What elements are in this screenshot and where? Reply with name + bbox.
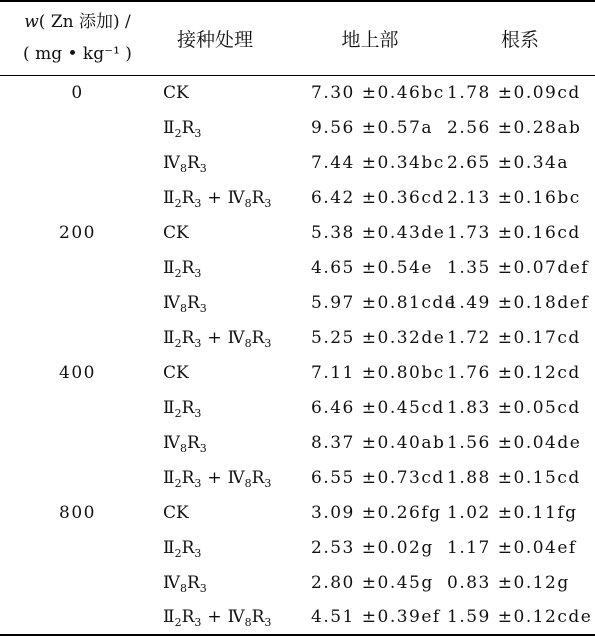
cell-zn-addition [0, 250, 155, 285]
treatment-r: R [181, 397, 195, 418]
cell-root-value: 1.78 ±0.09cd [447, 82, 581, 103]
treatment-strain: Ⅱ [163, 467, 175, 488]
treatment-r-sub: 3 [199, 161, 207, 175]
cell-treatment [155, 215, 295, 250]
treatment-r: R [181, 467, 195, 488]
treatment-strain-sub: 2 [174, 546, 182, 560]
cell-root-value: 2.56 ±0.28ab [447, 117, 582, 138]
cell-zn-addition [0, 425, 155, 460]
treatment-r: R [251, 327, 265, 348]
header-row [0, 1, 595, 75]
treatment-strain-sub: 2 [174, 196, 182, 210]
treatment-label [163, 83, 189, 103]
treatment-r: R [181, 537, 195, 558]
treatment-strain-sub: 8 [244, 196, 252, 210]
cell-shoot-value: 3.09 ±0.26fg [311, 502, 442, 523]
table-row [0, 355, 595, 390]
header-zn-addition [0, 1, 155, 75]
treatment-r: R [251, 187, 265, 208]
treatment-label [163, 573, 207, 593]
header-treatment: 接种处理 [155, 1, 295, 75]
cell-root-value: 1.88 ±0.15cd [447, 467, 581, 488]
treatment-label [163, 363, 189, 383]
treatment-r: R [251, 607, 265, 627]
cell-treatment [155, 495, 295, 530]
cell-zn-addition [0, 460, 155, 495]
cell-treatment [155, 285, 295, 320]
cell-root-value: 1.35 ±0.07def [447, 257, 590, 278]
table-row [0, 250, 595, 285]
treatment-label [163, 328, 271, 348]
cell-shoot-value: 5.97 ±0.81cde [311, 292, 457, 313]
table-row [0, 180, 595, 215]
treatment-strain: Ⅳ [227, 607, 245, 627]
cell-shoot-value: 7.30 ±0.46bc [311, 82, 445, 103]
cell-root-value: 2.65 ±0.34a [447, 152, 569, 173]
treatment-plus: + [207, 187, 222, 208]
table-row [0, 600, 595, 635]
treatment-strain-sub: 8 [179, 581, 187, 595]
cell-root-value: 1.49 ±0.18def [447, 292, 590, 313]
treatment-strain-sub: 8 [244, 336, 252, 350]
treatment-r-sub: 3 [264, 476, 272, 490]
cell-treatment [155, 390, 295, 425]
treatment-strain: Ⅱ [163, 187, 175, 208]
cell-zn-addition: 800 [59, 502, 96, 523]
treatment-r-sub: 3 [199, 581, 207, 595]
header-root: 根系 [445, 1, 595, 75]
treatment-label [163, 118, 201, 138]
cell-zn-addition [0, 320, 155, 355]
cell-shoot-value: 2.53 ±0.02g [311, 537, 434, 558]
cell-treatment [155, 75, 295, 110]
cell-treatment [155, 460, 295, 495]
treatment-r-sub: 3 [194, 266, 202, 280]
treatment-r: R [251, 467, 265, 488]
cell-treatment [155, 145, 295, 180]
cell-zn-addition [0, 390, 155, 425]
table-row [0, 75, 595, 110]
table-row [0, 530, 595, 565]
treatment-label [163, 538, 201, 558]
treatment-strain: Ⅳ [163, 432, 180, 453]
treatment-r-sub: 3 [199, 301, 207, 315]
treatment-strain: Ⅱ [163, 257, 175, 278]
cell-shoot-value: 4.51 ±0.39ef [295, 600, 445, 635]
treatment-r-sub: 3 [194, 616, 202, 629]
treatment-strain: Ⅱ [163, 607, 175, 627]
cell-shoot-value: 6.42 ±0.36cd [311, 187, 445, 208]
cell-zn-addition: 400 [59, 362, 96, 383]
treatment-r-sub: 3 [264, 336, 272, 350]
treatment-r-sub: 3 [194, 196, 202, 210]
treatment-strain-sub: 8 [179, 441, 187, 455]
treatment-r-sub: 3 [264, 616, 272, 629]
table-row [0, 460, 595, 495]
cell-treatment [155, 110, 295, 145]
treatment-plus: + [207, 467, 222, 488]
header-shoot: 地上部 [295, 1, 445, 75]
table-row [0, 390, 595, 425]
table-row [0, 425, 595, 460]
treatment-label [163, 398, 201, 418]
treatment-strain: Ⅳ [163, 572, 180, 593]
cell-treatment [155, 425, 295, 460]
treatment-r-sub: 3 [194, 406, 202, 420]
treatment-strain: Ⅳ [163, 292, 180, 313]
treatment-strain-sub: 8 [179, 161, 187, 175]
cell-treatment [155, 600, 295, 635]
treatment-label [163, 188, 271, 208]
treatment-strain-sub: 2 [174, 406, 182, 420]
treatment-strain: Ⅳ [163, 152, 180, 173]
treatment-strain-sub: 2 [174, 476, 182, 490]
cell-zn-addition [0, 285, 155, 320]
treatment-label [163, 468, 271, 488]
cell-shoot-value: 2.80 ±0.45g [311, 572, 434, 593]
treatment-r-sub: 3 [199, 441, 207, 455]
treatment-r: R [186, 292, 200, 313]
treatment-label [163, 433, 207, 453]
cell-root-value: 1.17 ±0.04ef [447, 537, 577, 558]
cell-shoot-value: 5.38 ±0.43de [311, 222, 446, 243]
treatment-r: R [186, 432, 200, 453]
treatment-label [163, 503, 189, 523]
cell-shoot-value: 5.25 ±0.32de [311, 327, 446, 348]
treatment-label [163, 607, 271, 627]
treatment-r: R [181, 187, 195, 208]
table-row [0, 215, 595, 250]
cell-root-value: 0.83 ±0.12g [447, 572, 570, 593]
cell-shoot-value: 7.44 ±0.34bc [311, 152, 445, 173]
cell-zn-addition [0, 145, 155, 180]
treatment-strain-sub: 8 [244, 616, 252, 629]
cell-shoot-value: 4.65 ±0.54e [311, 257, 433, 278]
treatment-label [163, 153, 207, 173]
cell-root-value: 1.73 ±0.16cd [447, 222, 581, 243]
treatment-strain-sub: 2 [174, 266, 182, 280]
treatment-strain-sub: 2 [174, 616, 182, 629]
cell-zn-addition [0, 180, 155, 215]
table-row [0, 110, 595, 145]
cell-zn-addition [0, 565, 155, 600]
cell-treatment [155, 250, 295, 285]
cell-zn-addition: 0 [71, 82, 84, 103]
table-body [0, 75, 595, 635]
treatment-strain: Ⅱ [163, 117, 175, 138]
cell-root-value: 1.76 ±0.12cd [447, 362, 581, 383]
treatment-strain-sub: 2 [174, 126, 182, 140]
cell-treatment [155, 180, 295, 215]
cell-treatment [155, 530, 295, 565]
header-zn-label: ( Zn 添加) / [38, 12, 131, 33]
cell-shoot-value: 6.55 ±0.73cd [311, 467, 445, 488]
cell-shoot-value: 6.46 ±0.45cd [311, 397, 445, 418]
treatment-label [163, 258, 201, 278]
cell-zn-addition [0, 530, 155, 565]
treatment-r-sub: 3 [194, 126, 202, 140]
table-row [0, 495, 595, 530]
table-row [0, 565, 595, 600]
cell-root-value: 2.13 ±0.16bc [447, 187, 581, 208]
treatment-ck: CK [163, 222, 189, 243]
treatment-strain: Ⅳ [227, 327, 245, 348]
cell-treatment [155, 565, 295, 600]
cell-zn-addition: 200 [59, 222, 96, 243]
treatment-label [163, 293, 207, 313]
cell-root-value: 1.72 ±0.17cd [447, 327, 581, 348]
cell-zn-addition [0, 600, 155, 635]
cell-zn-addition [0, 110, 155, 145]
table-row [0, 285, 595, 320]
treatment-strain-sub: 2 [174, 336, 182, 350]
treatment-r-sub: 3 [194, 476, 202, 490]
treatment-strain-sub: 8 [244, 476, 252, 490]
treatment-strain: Ⅱ [163, 327, 175, 348]
table-row [0, 320, 595, 355]
header-zn-symbol: w [24, 12, 39, 33]
treatment-plus: + [207, 327, 222, 348]
cell-root-value: 1.56 ±0.04de [447, 432, 582, 453]
treatment-r: R [186, 572, 200, 593]
treatment-r: R [181, 327, 195, 348]
treatment-strain: Ⅳ [227, 467, 245, 488]
treatment-r-sub: 3 [194, 336, 202, 350]
cell-root-value: 1.59 ±0.12cde [445, 600, 595, 635]
treatment-plus: + [207, 607, 222, 627]
cell-shoot-value: 9.56 ±0.57a [311, 117, 433, 138]
treatment-r: R [181, 607, 195, 627]
cell-root-value: 1.83 ±0.05cd [447, 397, 581, 418]
treatment-r-sub: 3 [264, 196, 272, 210]
treatment-ck: CK [163, 502, 189, 523]
treatment-r: R [181, 117, 195, 138]
treatment-strain: Ⅱ [163, 537, 175, 558]
treatment-strain-sub: 8 [179, 301, 187, 315]
treatment-r-sub: 3 [194, 546, 202, 560]
table-row [0, 145, 595, 180]
treatment-ck: CK [163, 362, 189, 383]
treatment-strain: Ⅱ [163, 397, 175, 418]
header-zn-unit: ( mg • kg⁻¹ ) [23, 44, 132, 65]
cell-treatment [155, 355, 295, 390]
cell-root-value: 1.02 ±0.11fg [447, 502, 578, 523]
cell-treatment [155, 320, 295, 355]
treatment-ck: CK [163, 82, 189, 103]
treatment-r: R [181, 257, 195, 278]
treatment-r: R [186, 152, 200, 173]
cell-shoot-value: 8.37 ±0.40ab [311, 432, 446, 453]
treatment-strain: Ⅳ [227, 187, 245, 208]
cell-shoot-value: 7.11 ±0.80bc [311, 362, 445, 383]
treatment-label [163, 223, 189, 243]
